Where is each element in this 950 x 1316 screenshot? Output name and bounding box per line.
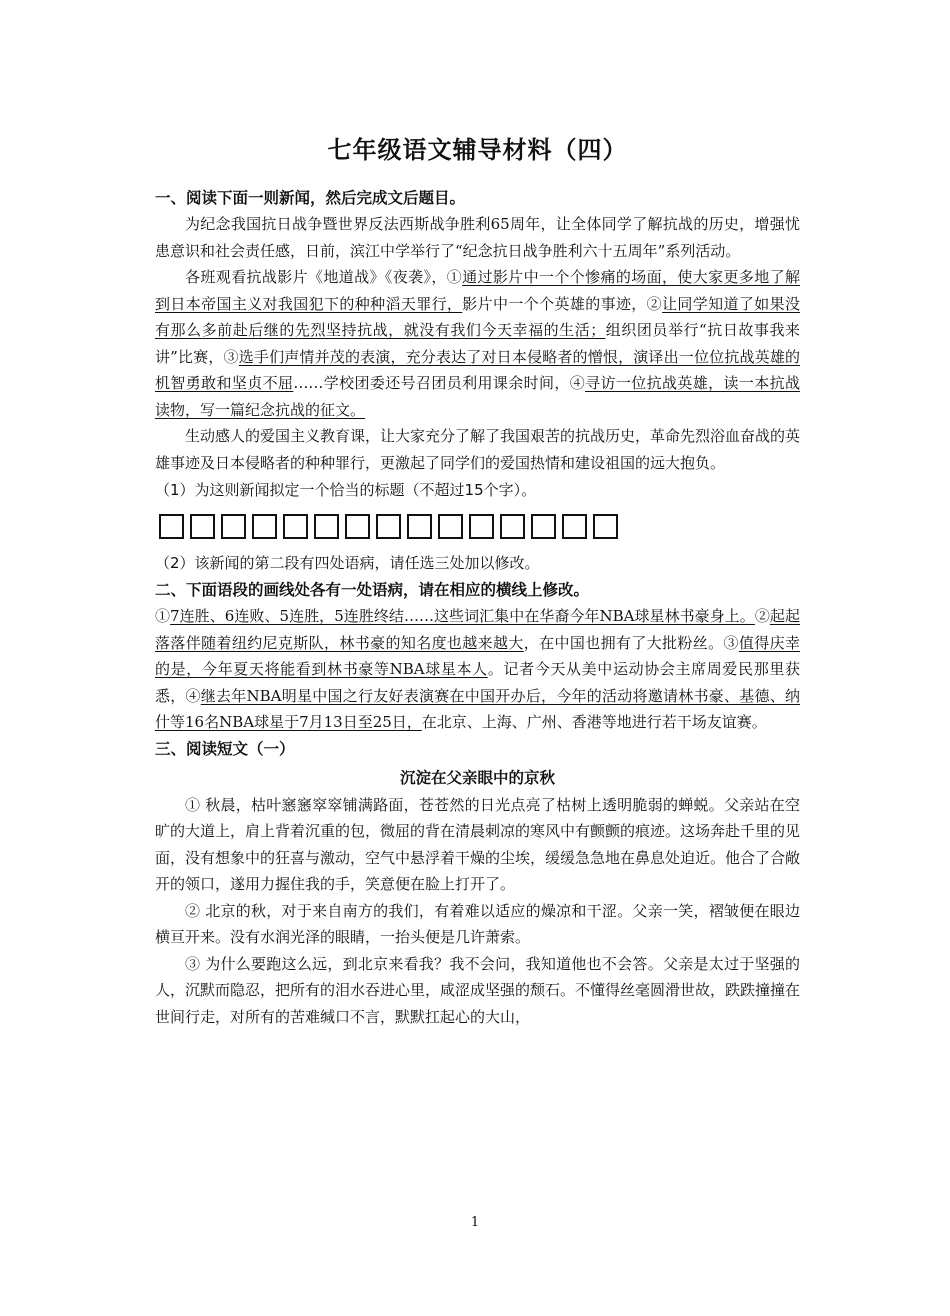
answer-box[interactable]: [531, 514, 556, 539]
answer-box[interactable]: [593, 514, 618, 539]
text-run: 影片中一个个英雄的事迹，②: [462, 294, 663, 313]
answer-box[interactable]: [159, 514, 184, 539]
underlined-sentence-4: 寻访一位抗战英雄，读一本抗战读物，写一篇纪念抗战的征文。: [155, 374, 800, 419]
answer-box[interactable]: [314, 514, 339, 539]
answer-box[interactable]: [438, 514, 463, 539]
text-run: ……学校团委还号召团员利用课余时间，④: [293, 374, 586, 392]
document-page: [155, 130, 800, 1030]
article-paragraph-3: ③ 为什么要跑这么远，到北京来看我？我不会问，我知道他也不会答。父亲是太过于坚强的人，沉默而隐忍，把所有的泪水吞进心里，咸涩成坚强的颓石。不懂得丝毫圆滑世故，跌跌撞撞在世间行走，对所有的苦难缄口不言，默默扛起心的大山，: [155, 954, 801, 1026]
answer-box[interactable]: [500, 514, 525, 539]
section-3-heading: 三、阅读短文（一）: [155, 739, 295, 758]
section-2-paragraph: [155, 603, 800, 736]
underlined-phrase-3: 值得庆幸的是，今年夏天将能看到林书豪等NBA球星本人: [155, 633, 800, 678]
answer-box[interactable]: [190, 514, 215, 539]
text-run: 各班观看抗战影片《地道战》《夜袭》，①: [185, 268, 463, 286]
answer-boxes: [159, 514, 800, 539]
underlined-phrase-2: 起起落落伴随着纽约尼克斯队，林书豪的知名度也越来越大: [155, 607, 800, 652]
page-number: 1: [470, 1215, 480, 1230]
answer-box[interactable]: [469, 514, 494, 539]
article-title: 沉淀在父亲眼中的京秋: [399, 768, 555, 787]
section-2-heading: 二、下面语段的画线处各有一处语病，请在相应的横线上修改。: [155, 581, 590, 599]
answer-box[interactable]: [252, 514, 277, 539]
answer-box[interactable]: [221, 514, 246, 539]
text-run: ①: [155, 607, 171, 625]
underlined-sentence-2: 让同学知道了如果没有那么多前赴后继的先烈坚持抗战，就没有我们今天幸福的生活；: [155, 294, 800, 339]
news-paragraph-3: 生动感人的爱国主义教育课，让大家充分了解了我国艰苦的抗战历史，革命先烈浴血奋战的英雄事迹及日本侵略者的种种罪行，更激起了同学们的爱国热情和建设祖国的远大抱负。: [155, 427, 801, 472]
text-run: 组织团员举行“抗日故事我来讲”比赛，③: [155, 321, 800, 366]
text-run: 在北京、上海、广州、香港等地进行若干场友谊赛。: [421, 713, 767, 731]
question-2: （2）该新闻的第二段有四处语病，请任选三处加以修改。: [155, 554, 540, 572]
answer-box[interactable]: [283, 514, 308, 539]
article-paragraph-1: ① 秋晨，枯叶窸窸窣窣铺满路面，苍苍然的日光点亮了枯树上透明脆弱的蝉蜕。父亲站在空旷的大道上，肩上背着沉重的包，微屈的背在清晨刺凉的寒风中有颤颤的痕迹。这场奔赴千里的见面，没有想象中的狂喜与激动，空气中悬浮着干燥的尘埃，缓缓急急地在鼻息处迫近。他合了合敞开的领口，遂用力握住我的手，笑意便在脸上打开了。: [155, 795, 801, 893]
underlined-phrase-4: 继去年NBA明星中国之行友好表演赛在中国开办后，今年的活动将邀请林书豪、基德、纳什等16名NBA球星于7月13日至25日，: [155, 686, 800, 731]
underlined-phrase-1: 7连胜、6连败、5连胜，5连胜终结……这些词汇集中在华裔今年NBA球星林书豪身上。: [170, 607, 755, 625]
text-run: 。记者今天从美中运动协会主席周爱民那里获悉，④: [155, 660, 800, 705]
underlined-sentence-1: 通过影片中一个个惨痛的场面，使大家更多地了解到日本帝国主义对我国犯下的种种滔天罪行，: [155, 268, 800, 313]
underlined-sentence-3: 选手们声情并茂的表演，充分表达了对日本侵略者的憎恨，演译出一位位抗战英雄的机智勇敢和坚贞不屈: [155, 347, 800, 392]
document-title: 七年级语文辅导材料（四）: [327, 136, 628, 164]
answer-box[interactable]: [562, 514, 587, 539]
text-run: ②: [754, 607, 770, 625]
question-1: （1）为这则新闻拟定一个恰当的标题（不超过15个字）。: [155, 481, 537, 499]
answer-box[interactable]: [376, 514, 401, 539]
text-run: ，在中国也拥有了大批粉丝。③: [523, 633, 739, 652]
answer-box[interactable]: [345, 514, 370, 539]
answer-box[interactable]: [407, 514, 432, 539]
news-paragraph-2: [155, 264, 800, 423]
news-paragraph-1: 为纪念我国抗日战争暨世界反法西斯战争胜利65周年，让全体同学了解抗战的历史，增强忧患意识和社会责任感，日前，滨江中学举行了“纪念抗日战争胜利六十五周年”系列活动。: [155, 215, 800, 260]
article-paragraph-2: ② 北京的秋，对于来自南方的我们，有着难以适应的燥凉和干涩。父亲一笑，褶皱便在眼边横亘开来。没有水润光泽的眼睛，一抬头便是几许萧索。: [155, 901, 800, 946]
section-1-heading: 一、阅读下面一则新闻，然后完成文后题目。: [155, 189, 466, 207]
